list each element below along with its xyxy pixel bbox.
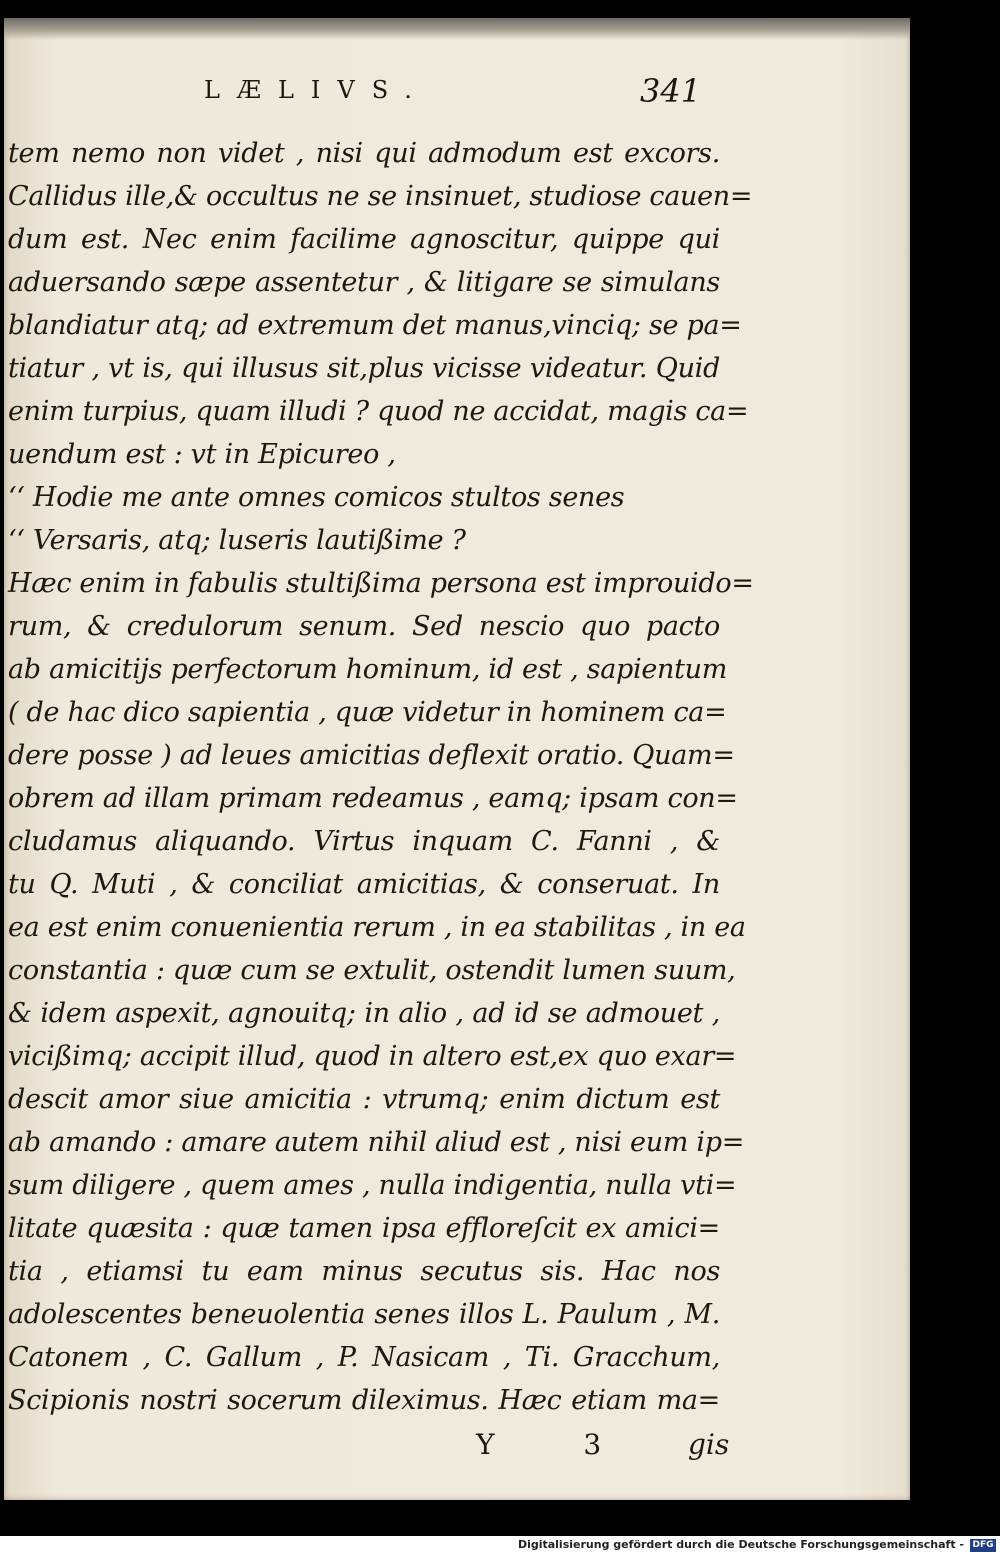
text-line: descit amor siue amicitia : vtrumq; enim dictum est	[8, 1084, 720, 1115]
text-line: dere posse ) ad leues amicitias deflexit oratio. Quam=	[8, 740, 735, 771]
text-line: cludamus aliquando. Virtus inquam C. Fanni , &	[8, 826, 720, 857]
text-line: uendum est : vt in Epicureo ,	[8, 439, 396, 470]
page-footer	[4, 1428, 910, 1472]
text-line: Hæc enim in fabulis stultißima persona est improuido=	[8, 568, 754, 599]
text-line: obrem ad illam primam redeamus , eamq; ipsam con=	[8, 783, 738, 814]
digitization-credit-bar	[0, 1536, 1000, 1556]
text-line: blandiatur atq; ad extremum det manus,vinciq; se pa=	[8, 310, 742, 341]
text-line: constantia : quæ cum se extulit, ostendit lumen suum,	[8, 955, 736, 986]
book-page	[4, 18, 910, 1500]
text-line: enim turpius, quam illudi ? quod ne accidat, magis ca=	[8, 396, 749, 427]
text-line: ea est enim conuenientia rerum , in ea stabilitas , in ea	[8, 912, 746, 943]
text-line: aduersando sæpe assentetur , & litigare se simulans	[8, 267, 720, 298]
page-edge-damage	[4, 18, 910, 40]
text-line: tu Q. Muti , & conciliat amicitias, & conseruat. In	[8, 869, 720, 900]
catchword: gis	[688, 1428, 730, 1461]
text-line: Catonem , C. Gallum , P. Nasicam , Ti. Gracchum,	[8, 1342, 720, 1373]
page-number: 341	[640, 72, 702, 110]
text-line: dum est. Nec enim facilime agnoscitur, quippe qui	[8, 224, 720, 255]
dfg-logo-icon: DFG	[970, 1539, 996, 1552]
text-line: tem nemo non videt , nisi qui admodum est excors.	[8, 138, 720, 169]
page-header	[4, 72, 910, 126]
text-line: adolescentes beneuolentia senes illos L. Paulum , M.	[8, 1299, 720, 1330]
credit-text: Digitalisierung gefördert durch die Deutsche Forschungsgemeinschaft -	[517, 1538, 964, 1551]
text-line: vicißimq; accipit illud, quod in altero est,ex quo exar=	[8, 1041, 737, 1072]
body-text	[8, 132, 754, 1422]
running-head: LÆLIVS.	[204, 76, 429, 104]
text-line: tiatur , vt is, qui illusus sit,plus vicisse videatur. Quid	[8, 353, 720, 384]
text-line: rum, & credulorum senum. Sed nescio quo pacto	[8, 611, 720, 642]
text-line: ( de hac dico sapientia , quæ videtur in hominem ca=	[8, 697, 727, 728]
text-line: sum diligere , quem ames , nulla indigentia, nulla vti=	[8, 1170, 737, 1201]
signature-mark: Y 3	[476, 1428, 642, 1461]
quote-line: ‘‘ Versaris, atq; luseris lautißime ?	[8, 525, 466, 556]
text-line: Callidus ille,& occultus ne se insinuet, studiose cauen=	[8, 181, 753, 212]
text-line: & idem aspexit, agnouitq; in alio , ad id se admouet ,	[8, 998, 720, 1029]
text-line: Scipionis nostri socerum dileximus. Hæc etiam ma=	[8, 1385, 720, 1416]
text-line: ab amando : amare autem nihil aliud est , nisi eum ip=	[8, 1127, 745, 1158]
text-line: ab amicitijs perfectorum hominum, id est , sapientum	[8, 654, 728, 685]
text-line: litate quæsita : quæ tamen ipsa effloreſcit ex amici=	[8, 1213, 720, 1244]
quote-line: ‘‘ Hodie me ante omnes comicos stultos senes	[8, 482, 625, 513]
text-line: tia , etiamsi tu eam minus secutus sis. Hac nos	[8, 1256, 720, 1287]
